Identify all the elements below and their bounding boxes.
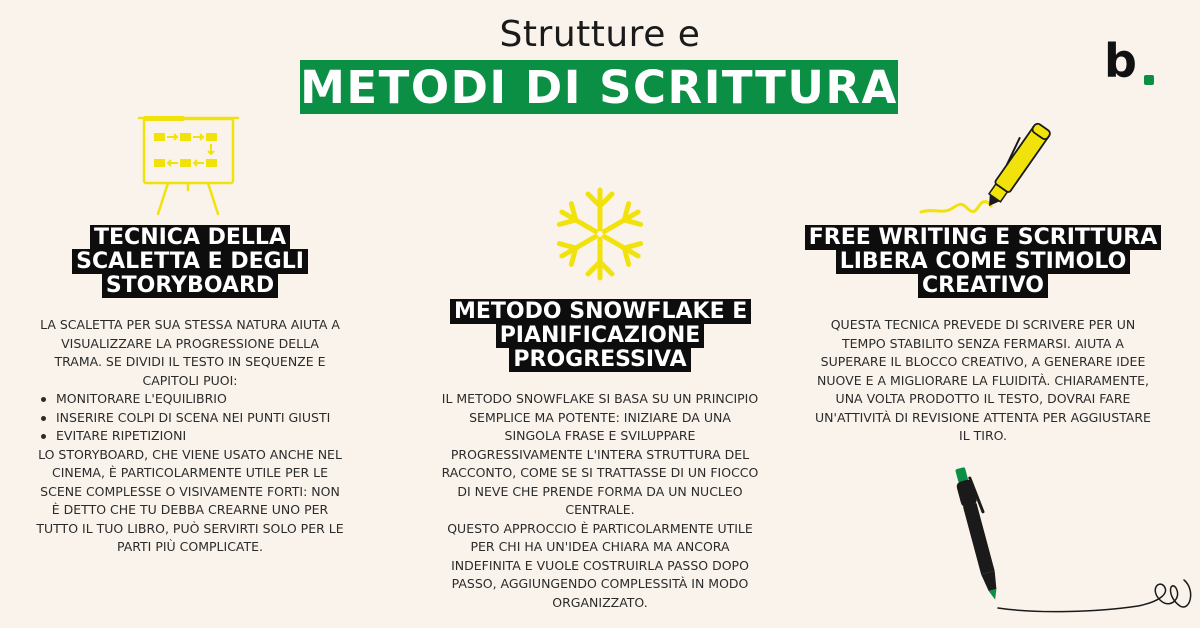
- subtitle: Strutture e: [499, 14, 701, 55]
- list-item: INSERIRE COLPI DI SCENA NEI PUNTI GIUSTI: [36, 409, 344, 428]
- storyboard-easel-icon: [136, 108, 240, 218]
- snowflake-icon: [552, 184, 648, 284]
- section-body-freewriting: [808, 316, 1158, 446]
- section-intro: LA SCALETTA PER SUA STESSA NATURA AIUTA A VISUALIZZARE LA PROGRESSIONE DELLA TRAMA. SE DIVIDI IL TESTO IN SEQUENZE E CAPITOLI PUOI:: [40, 317, 340, 388]
- section-body-scaletta: [36, 316, 344, 557]
- pen-icon: [938, 466, 1200, 628]
- section-heading-snowflake: METODO SNOWFLAKE E PIANIFICAZIONE PROGRESSIVA: [450, 300, 750, 372]
- list-item: EVITARE RIPETIZIONI: [36, 427, 344, 446]
- section-paragraph: QUESTA TECNICA PREVEDE DI SCRIVERE PER UN TEMPO STABILITO SENZA FERMARSI. AIUTA A SUPERARE IL BLOCCO CREATIVO, A GENERARE IDEE NUOVE E A MIGLIORARE LA FLUIDITÀ. CHIARAMENTE, UNA VOLTA PRODOTTO IL TESTO, DOVRAI FARE UN'ATTIVITÀ DI REVISIONE ATTENTA PER AGGIUSTARE IL TIRO.: [815, 317, 1151, 443]
- section-heading-freewriting: FREE WRITING E SCRITTURA LIBERA COME STIMOLO CREATIVO: [800, 226, 1166, 298]
- brand-logo-dot: [1144, 75, 1154, 85]
- section-paragraph: IL METODO SNOWFLAKE SI BASA SU UN PRINCIPIO SEMPLICE MA POTENTE: INIZIARE DA UNA SINGOLA FRASE E SVILUPPARE PROGRESSIVAMENTE L'INTERA STRUTTURA DEL RACCONTO, COME SE SI TRATTASSE DI UN FIOCCO DI NEVE CHE PRENDE FORMA DA UN NUCLEO CENTRALE.: [441, 391, 759, 517]
- pen-writing-icon: [915, 116, 1055, 220]
- section-body-snowflake: [440, 390, 760, 612]
- section-outro: LO STORYBOARD, CHE VIENE USATO ANCHE NEL CINEMA, È PARTICOLARMENTE UTILE PER LE SCENE COMPLESSE O VISIVAMENTE FORTI: NON È DETTO CHE TU DEBBA CREARNE UNO PER TUTTO IL TUO LIBRO, PUÒ SERVIRTI SOLO PER LE PARTI PIÙ COMPLICATE.: [36, 446, 344, 554]
- brand-logo: b: [1104, 34, 1137, 88]
- list-item: MONITORARE L'EQUILIBRIO: [36, 390, 344, 409]
- bullet-list: [36, 390, 344, 446]
- page-title: METODI DI SCRITTURA: [300, 61, 898, 114]
- section-paragraph: QUESTO APPROCCIO È PARTICOLARMENTE UTILE PER CHI HA UN'IDEA CHIARA MA ANCORA INDEFINITA E VUOLE COSTRUIRLA PASSO DOPO PASSO, AGGIUNGENDO COMPLESSITÀ IN MODO ORGANIZZATO.: [447, 520, 753, 610]
- section-heading-scaletta: TECNICA DELLA SCALETTA E DEGLI STORYBOARD: [55, 226, 325, 298]
